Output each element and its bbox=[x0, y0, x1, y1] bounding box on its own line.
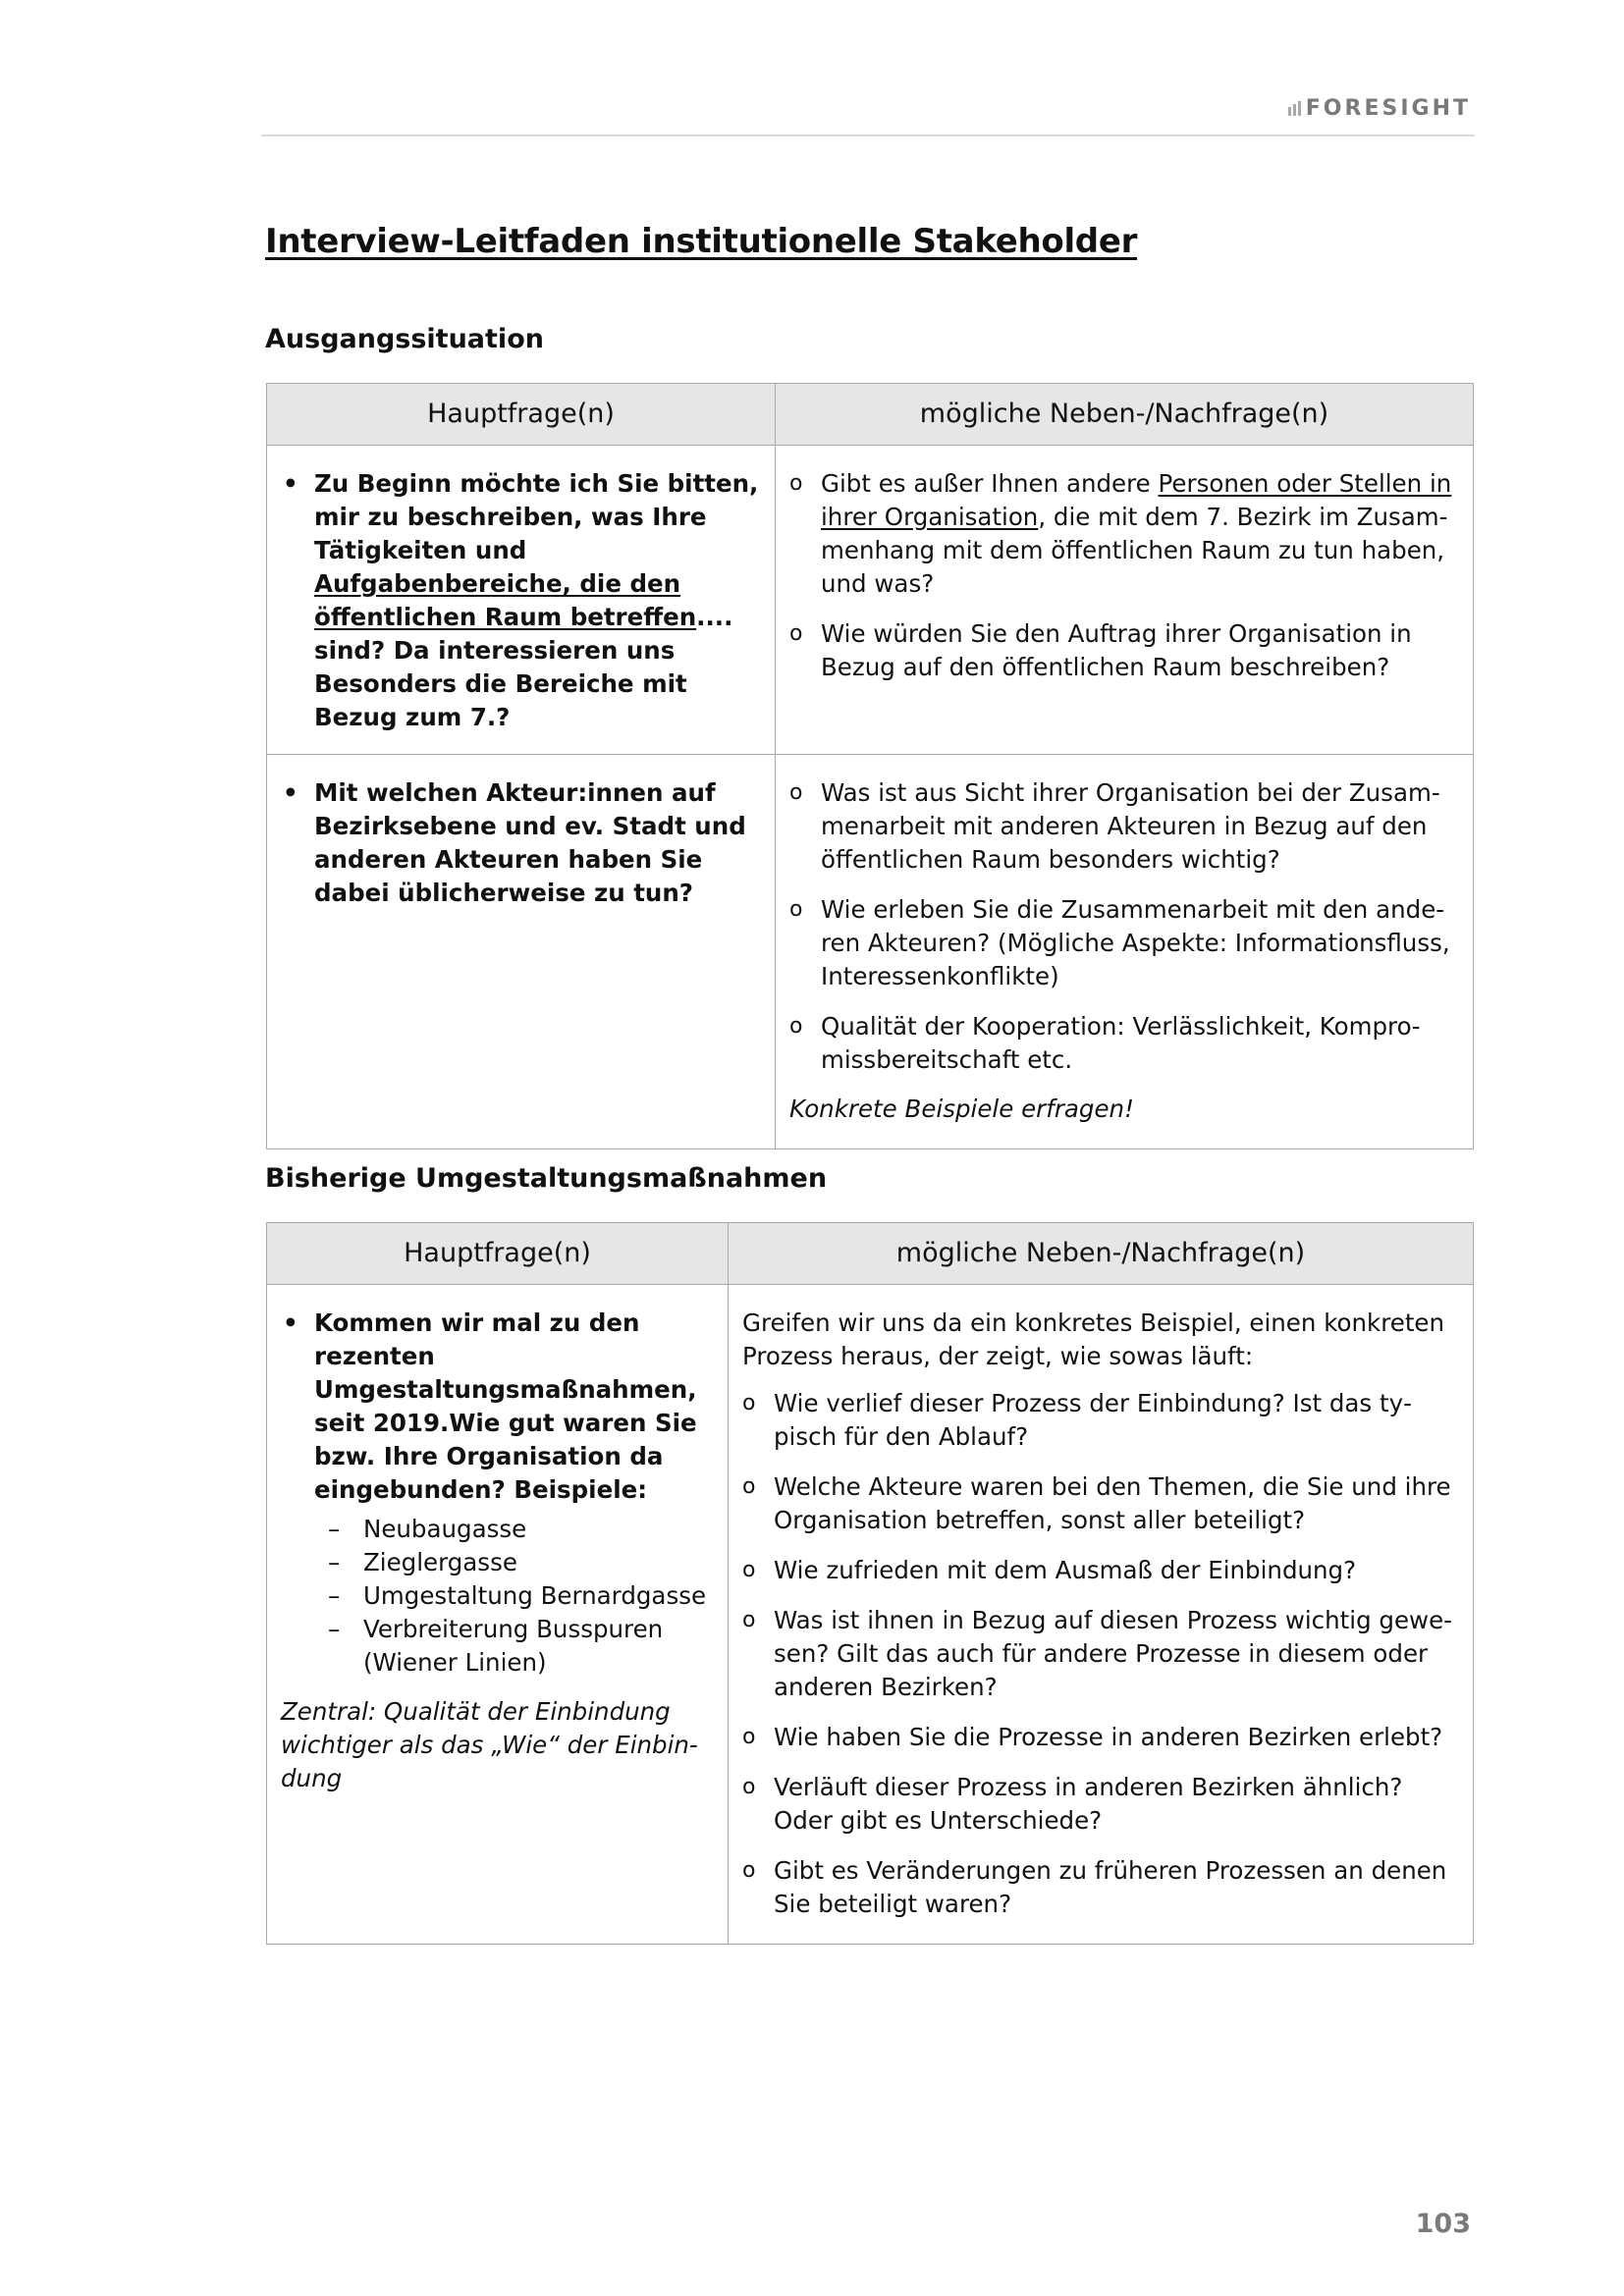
table-row bbox=[267, 1285, 1474, 1945]
list-item bbox=[742, 1554, 1459, 1587]
circle-bullet-icon: o bbox=[742, 1858, 756, 1883]
follow-up-text: Wie verlief dieser Prozess der Einbindung? Ist das typisch für den Ablauf? bbox=[774, 1389, 1412, 1451]
follow-up-text: Was ist ihnen in Bezug auf diesen Prozess wichtig gewesen? Gilt das auch für andere Prozesse in diesem oder anderen Bezirken? bbox=[774, 1606, 1453, 1701]
circle-bullet-icon: o bbox=[742, 1474, 756, 1499]
circle-bullet-icon: o bbox=[742, 1608, 756, 1632]
follow-up-text: Verläuft dieser Prozess in anderen Bezirken ähnlich? Oder gibt es Unterschiede? bbox=[774, 1773, 1403, 1835]
main-question-cell bbox=[267, 1285, 729, 1945]
table-umgestaltungsmassnahmen bbox=[266, 1222, 1474, 1945]
main-question bbox=[281, 467, 761, 734]
follow-up-intro: Greifen wir uns da ein konkretes Beispiel, einen konkreten Prozess heraus, der zeigt, wie sowas läuft: bbox=[742, 1308, 1445, 1370]
list-item bbox=[328, 1546, 714, 1579]
list-item bbox=[742, 1771, 1459, 1838]
main-question-text: Mit welchen Akteur:innen auf Bezirksebene und ev. Stadt und anderen Akteuren haben Sie dabei üblicherweise zu tun? bbox=[314, 778, 746, 907]
bullet-icon: • bbox=[283, 778, 298, 807]
circle-bullet-icon: o bbox=[789, 897, 803, 922]
brand-name: FORESIGHT bbox=[1305, 96, 1471, 121]
follow-up-text: Gibt es außer Ihnen andere bbox=[821, 469, 1159, 498]
follow-up-note: Konkrete Beispiele erfragen! bbox=[789, 1095, 1134, 1123]
dash-bullet-icon: – bbox=[328, 1581, 341, 1610]
list-item bbox=[789, 617, 1459, 684]
example-text: Neubaugasse bbox=[363, 1515, 527, 1543]
circle-bullet-icon: o bbox=[789, 780, 803, 805]
header-divider bbox=[261, 134, 1475, 136]
list-item bbox=[789, 1010, 1459, 1077]
circle-bullet-icon: o bbox=[789, 621, 803, 646]
follow-up-text: Qualität der Kooperation: Verlässlichkeit, Kompromissbereitschaft etc. bbox=[821, 1012, 1421, 1074]
main-question-text: Kommen wir mal zu den rezenten Umgestaltungsmaßnahmen, seit 2019.Wie gut waren Sie bzw. Ihre Organisation da eingebunden? Beispiele: bbox=[314, 1308, 697, 1504]
column-header-main: Hauptfrage(n) bbox=[267, 384, 776, 446]
follow-up-text: Wie haben Sie die Prozesse in anderen Bezirken erlebt? bbox=[774, 1723, 1443, 1751]
example-list bbox=[281, 1513, 714, 1680]
follow-up-emphasis: Personen oder Stellen in ihrer Organisation bbox=[821, 469, 1452, 531]
follow-up-text: Was ist aus Sicht ihrer Organisation bei der Zusammenarbeit mit anderen Akteuren in Bezug auf den öffentlichen Raum besonders wichtig? bbox=[821, 778, 1440, 874]
follow-up-cell bbox=[776, 755, 1474, 1149]
dash-bullet-icon: – bbox=[328, 1548, 341, 1576]
table-header-row bbox=[267, 384, 1474, 446]
main-question bbox=[281, 776, 761, 910]
column-header-side: mögliche Neben-/Nachfrage(n) bbox=[729, 1223, 1474, 1285]
dash-bullet-icon: – bbox=[328, 1615, 341, 1643]
follow-up-text: Gibt es Veränderungen zu früheren Prozessen an denen Sie beteiligt waren? bbox=[774, 1856, 1447, 1918]
list-item bbox=[328, 1579, 714, 1613]
example-text: Umgestaltung Bernardgasse bbox=[363, 1581, 707, 1610]
table-header-row bbox=[267, 1223, 1474, 1285]
main-question-text: Zu Beginn möchte ich Sie bitten, mir zu beschreiben, was Ihre Tätigkeiten und bbox=[314, 469, 759, 564]
follow-up-cell bbox=[729, 1285, 1474, 1945]
follow-up-text: Wie würden Sie den Auftrag ihrer Organisation in Bezug auf den öffentlichen Raum beschreiben? bbox=[821, 619, 1412, 681]
page-number: 103 bbox=[1415, 2209, 1471, 2239]
list-item bbox=[789, 776, 1459, 877]
table-row bbox=[267, 755, 1474, 1149]
follow-up-text-end: , die mit dem 7. Bezirk im Zusammenhang mit dem öffentlichen Raum zu tun haben, und was? bbox=[821, 503, 1448, 598]
circle-bullet-icon: o bbox=[742, 1725, 756, 1749]
list-item bbox=[789, 467, 1459, 601]
section-heading-ausgangssituation: Ausgangssituation bbox=[265, 324, 544, 354]
page-title: Interview-Leitfaden institutionelle Stakeholder bbox=[265, 222, 1138, 261]
list-item bbox=[742, 1721, 1459, 1754]
list-item bbox=[742, 1387, 1459, 1454]
circle-bullet-icon: o bbox=[789, 471, 803, 496]
section-heading-umgestaltungsmassnahmen: Bisherige Umgestaltungsmaßnahmen bbox=[265, 1163, 828, 1194]
example-text: Verbreiterung Busspuren (Wiener Linien) bbox=[363, 1615, 664, 1677]
table-ausgangssituation bbox=[266, 383, 1474, 1149]
main-question-cell bbox=[267, 446, 776, 755]
main-question-text-end: .... sind? Da interessieren uns Besonders die Bereiche mit Bezug zum 7.? bbox=[314, 603, 733, 731]
main-question bbox=[281, 1307, 714, 1507]
dash-bullet-icon: – bbox=[328, 1515, 341, 1543]
bullet-icon: • bbox=[283, 469, 298, 498]
main-question-note: Zentral: Qualität der Einbindung wichtiger als das „Wie“ der Einbindung bbox=[281, 1697, 698, 1792]
main-question-emphasis: Aufgabenbereiche, die den öffentlichen Raum betreffen bbox=[314, 569, 697, 631]
header-brand bbox=[1288, 96, 1471, 121]
circle-bullet-icon: o bbox=[742, 1775, 756, 1799]
main-question-cell bbox=[267, 755, 776, 1149]
list-item bbox=[742, 1470, 1459, 1537]
bullet-icon: • bbox=[283, 1308, 298, 1337]
column-header-side: mögliche Neben-/Nachfrage(n) bbox=[776, 384, 1474, 446]
circle-bullet-icon: o bbox=[742, 1558, 756, 1582]
follow-up-text: Wie zufrieden mit dem Ausmaß der Einbindung? bbox=[774, 1556, 1357, 1584]
list-item bbox=[328, 1613, 714, 1680]
example-text: Zieglergasse bbox=[363, 1548, 517, 1576]
circle-bullet-icon: o bbox=[742, 1391, 756, 1415]
column-header-main: Hauptfrage(n) bbox=[267, 1223, 729, 1285]
table-row bbox=[267, 446, 1474, 755]
follow-up-text: Welche Akteure waren bei den Themen, die Sie und ihre Organisation betreffen, sonst aller beteiligt? bbox=[774, 1472, 1451, 1534]
bar-chart-icon bbox=[1288, 101, 1301, 116]
list-item bbox=[789, 893, 1459, 993]
list-item bbox=[742, 1854, 1459, 1921]
circle-bullet-icon: o bbox=[789, 1014, 803, 1039]
list-item bbox=[742, 1604, 1459, 1704]
follow-up-text: Wie erleben Sie die Zusammenarbeit mit den anderen Akteuren? (Mögliche Aspekte: Informationsfluss, Interessenkonflikte) bbox=[821, 895, 1450, 990]
follow-up-cell bbox=[776, 446, 1474, 755]
list-item bbox=[328, 1513, 714, 1546]
